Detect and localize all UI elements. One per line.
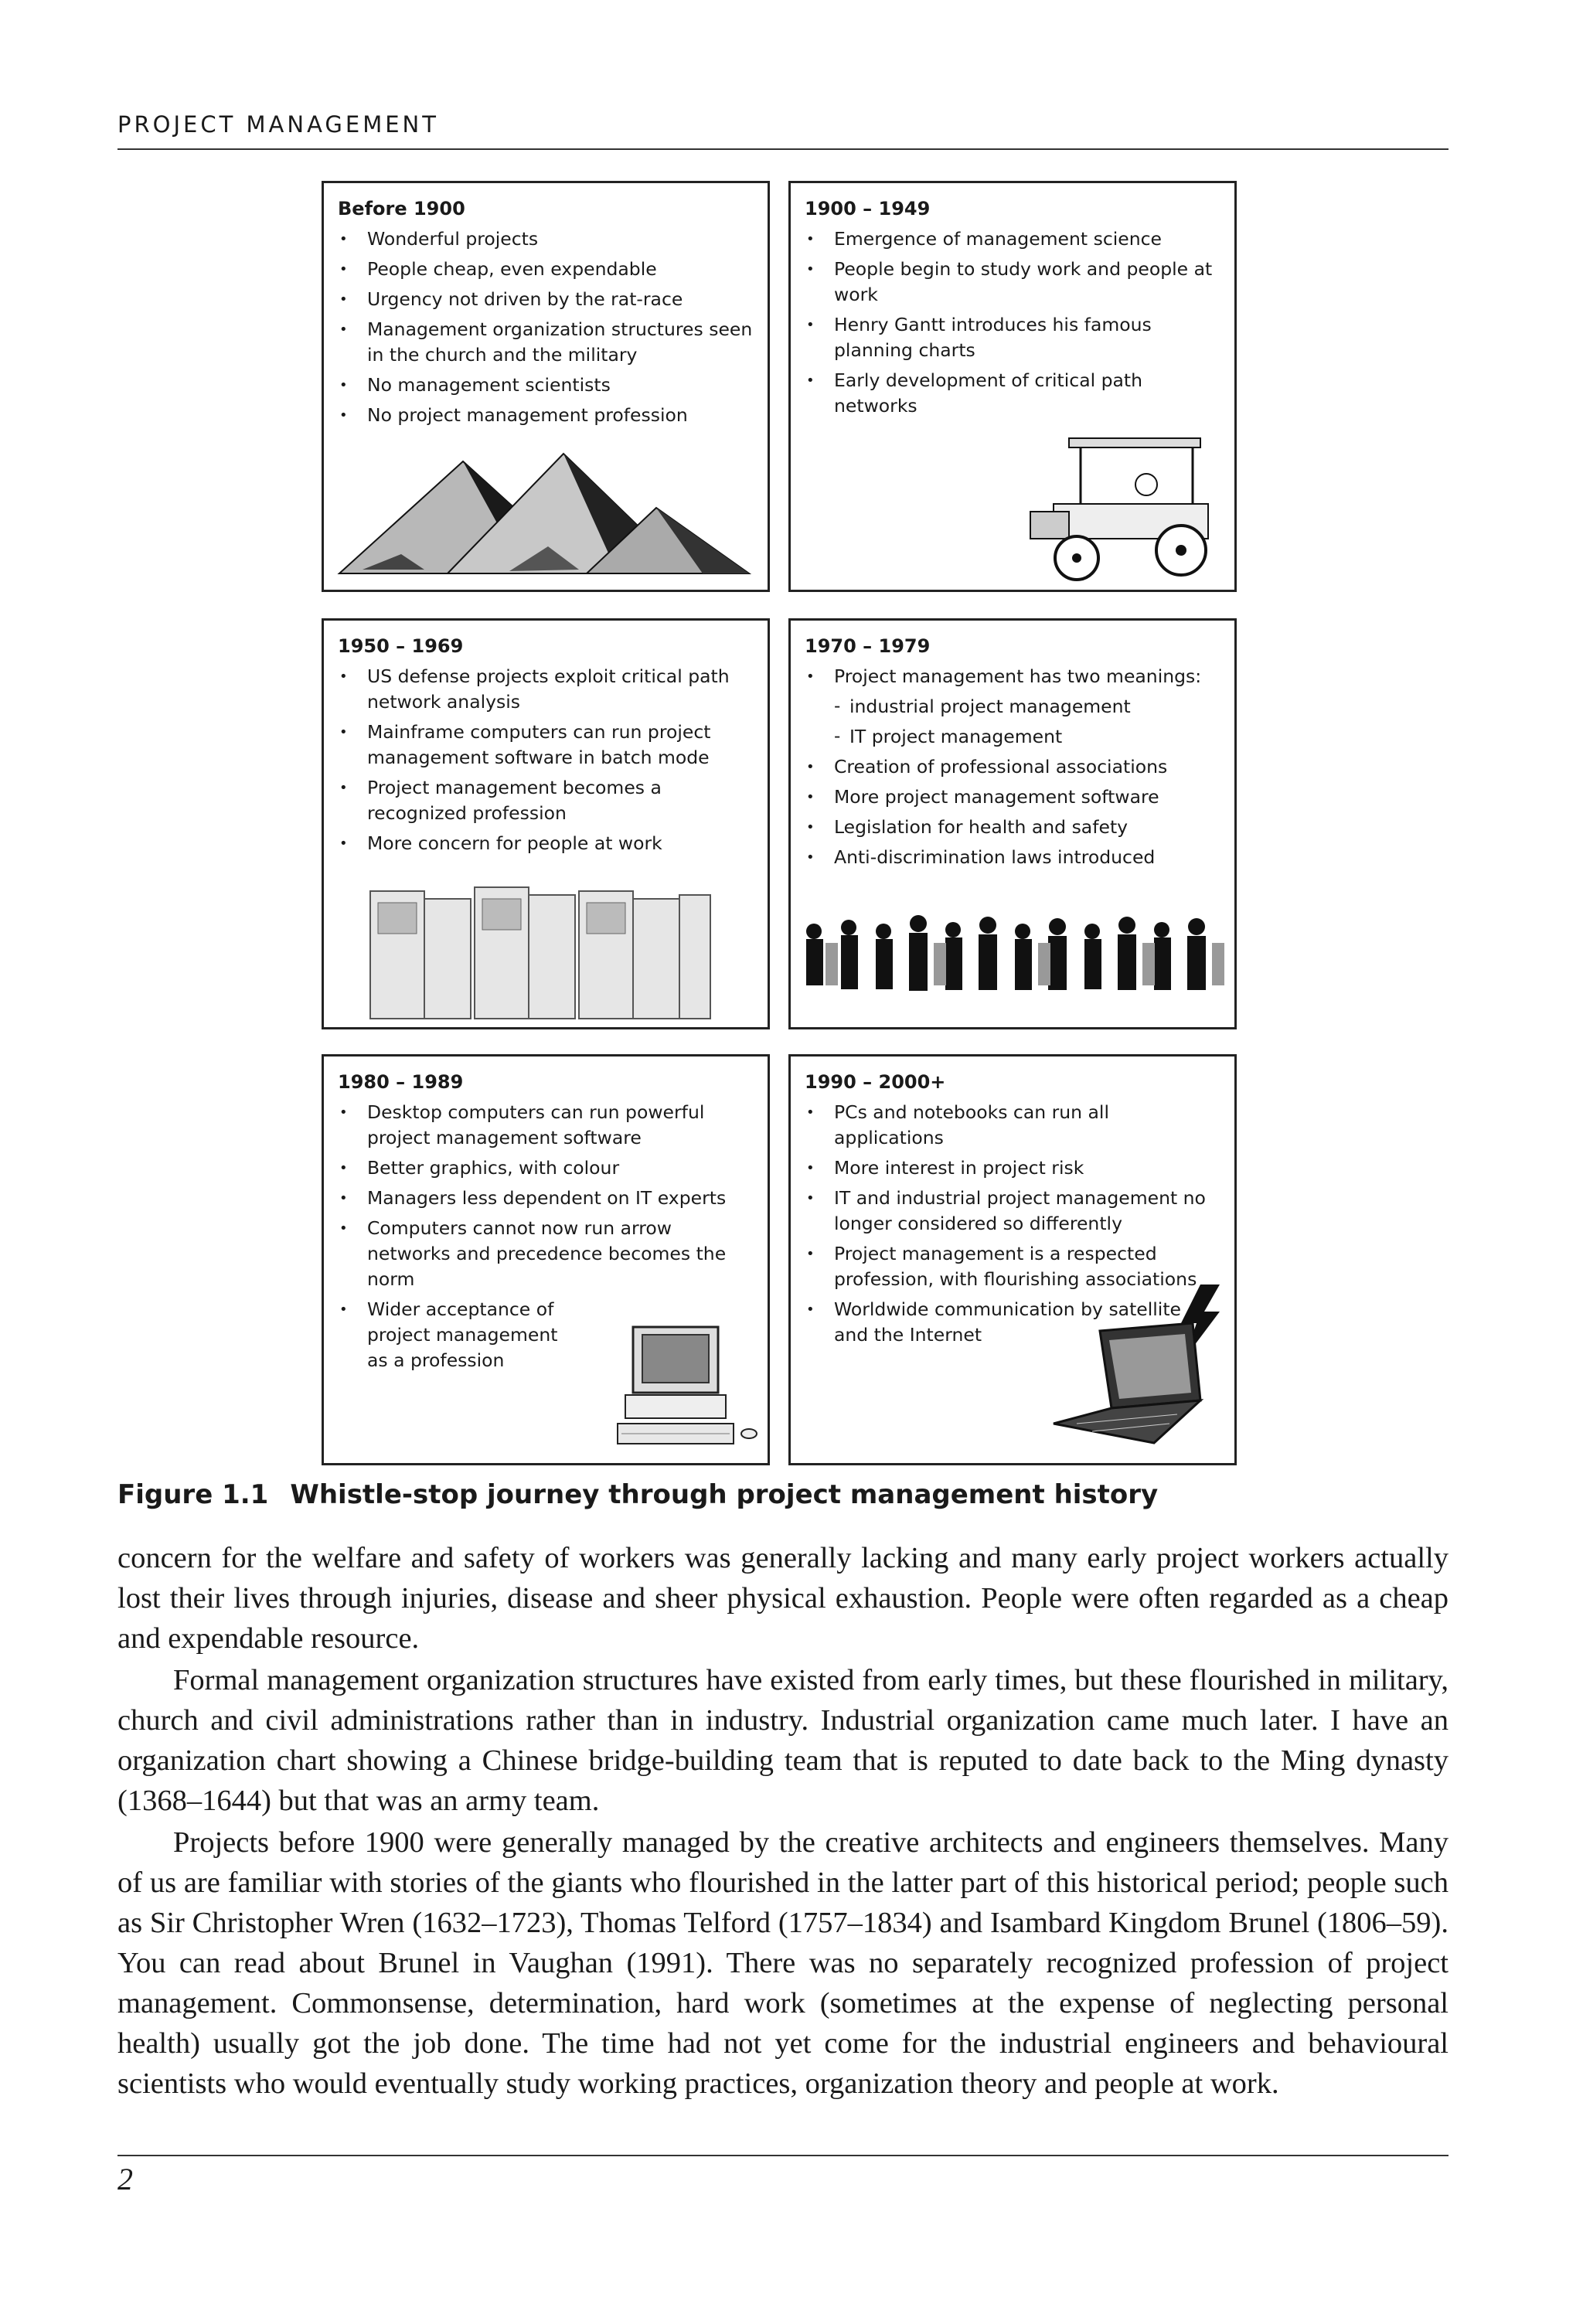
paragraph: Formal management organization structures have existed from early times, but these flourished in military, church and civil administrations rather than in industry. Industrial organization came much later. I have an organization chart showing a Chinese bridge-building team that is reputed to date back to the Ming dynasty (1368–1644) but that was an army team.	[117, 1664, 1449, 1817]
list-item: • Wider acceptance of project management as a profession	[338, 1297, 584, 1373]
list-item: • Project management becomes a recognized profession	[338, 775, 754, 826]
list-item: • No project management profession	[338, 403, 754, 428]
list-item: • Legislation for health and safety	[805, 815, 1220, 840]
footer-rule	[117, 2155, 1449, 2156]
list-item: • Wonderful projects	[338, 226, 754, 252]
figure-title: Whistle-stop journey through project management history	[290, 1479, 1159, 1510]
history-figure	[322, 181, 1237, 1467]
list-item: • Early development of critical path networks	[805, 368, 1220, 419]
paragraph: Projects before 1900 were generally managed by the creative architects and engineers themselves. Many of us are familiar with stories of the giants who flourished in the latter part of this historical period; people such as Sir Christopher Wren (1632–1723), Thomas Telford (1757–1834) and Isambard Kingdom Brunel (1806–59). You can read about Brunel in Vaughan (1991). There was no separately recognized profession of project management. Commonsense, determination, hard work (sometimes at the expense of neglecting personal health) usually got the job done. The time had not yet come for the industrial engineers and behavioural scientists who would eventually study working practices, organization theory and people at work.	[117, 1826, 1449, 2100]
figure-number: Figure 1.1	[117, 1479, 269, 1510]
panel-title: 1950 – 1969	[338, 635, 464, 657]
list-item: • More project management software	[805, 784, 1220, 810]
list-item: • Managers less dependent on IT experts	[338, 1186, 754, 1211]
list-item: • Anti-discrimination laws introduced	[805, 845, 1220, 870]
list-item: • PCs and notebooks can run all applications	[805, 1100, 1220, 1151]
list-item: • No management scientists	[338, 373, 754, 398]
list-item: • Henry Gantt introduces his famous planning charts	[805, 312, 1220, 363]
panel-1900-1949	[788, 181, 1237, 592]
figure-caption	[117, 1479, 1158, 1510]
header-rule	[117, 148, 1449, 150]
panel-1970-1979	[788, 618, 1237, 1029]
panel-title: Before 1900	[338, 198, 465, 219]
panel-title: 1970 – 1979	[805, 635, 931, 657]
paragraph: concern for the welfare and safety of workers was generally lacking and many early project workers actually lost their lives through injuries, disease and sheer physical exhaustion. People were often regarded as a cheap and expendable resource.	[117, 1542, 1449, 1655]
crowd-of-people-illustration	[795, 908, 1235, 1024]
panel-title: 1900 – 1949	[805, 198, 931, 219]
panel-1990-2000	[788, 1054, 1237, 1465]
list-item: • Creation of professional associations	[805, 754, 1220, 780]
list-item: • Worldwide communication by satellite and the Internet	[805, 1297, 1220, 1348]
body-text	[117, 1538, 1449, 2104]
vintage-car-illustration	[1023, 430, 1231, 585]
desktop-computer-illustration	[610, 1319, 764, 1458]
list-subitem: - industrial project management	[805, 694, 1220, 720]
mainframe-computers-illustration	[363, 876, 718, 1022]
panel-1950-1969	[322, 618, 770, 1029]
list-item: • Desktop computers can run powerful project management software	[338, 1100, 754, 1151]
list-item: • People begin to study work and people at work	[805, 257, 1220, 308]
laptop-lightning-illustration	[1046, 1277, 1231, 1462]
list-item: • More interest in project risk	[805, 1155, 1220, 1181]
list-item: • Computers cannot now run arrow networks and precedence becomes the norm	[338, 1216, 754, 1292]
page-number: 2	[117, 2162, 133, 2196]
list-item: • US defense projects exploit critical path network analysis	[338, 664, 754, 715]
list-item: • Management organization structures seen in the church and the military	[338, 317, 754, 368]
list-item: • Emergence of management science	[805, 226, 1220, 252]
list-item: • Urgency not driven by the rat-race	[338, 287, 754, 312]
panel-title: 1980 – 1989	[338, 1071, 464, 1093]
list-item: • People cheap, even expendable	[338, 257, 754, 282]
pyramids-illustration	[332, 446, 764, 577]
panel-1980-1989	[322, 1054, 770, 1465]
list-item: • IT and industrial project management no longer considered so differently	[805, 1186, 1220, 1237]
list-item: • Mainframe computers can run project management software in batch mode	[338, 720, 754, 771]
running-head: PROJECT MANAGEMENT	[117, 111, 439, 138]
panel-title: 1990 – 2000+	[805, 1071, 946, 1093]
list-item: • Project management is a respected profession, with flourishing associations	[805, 1241, 1220, 1292]
list-item: • More concern for people at work	[338, 831, 754, 856]
panel-before-1900	[322, 181, 770, 592]
list-subitem: - IT project management	[805, 724, 1220, 750]
list-item: • Better graphics, with colour	[338, 1155, 754, 1181]
list-item: • Project management has two meanings:	[805, 664, 1220, 689]
